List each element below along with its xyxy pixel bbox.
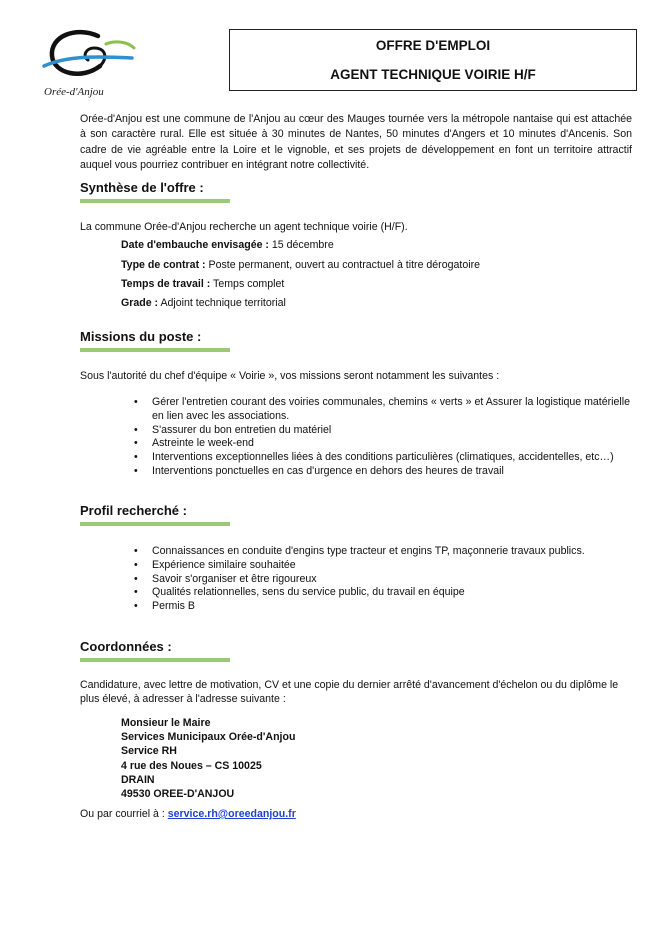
section-underline bbox=[80, 658, 230, 662]
logo-text: Orée-d'Anjou bbox=[44, 86, 104, 98]
offer-title: OFFRE D'EMPLOI bbox=[375, 38, 491, 53]
address-line: Services Municipaux Orée-d'Anjou bbox=[121, 731, 296, 744]
kv-label: Grade : bbox=[121, 297, 159, 309]
list-item: • Interventions ponctuelles en cas d'urgence en dehors des heures de travail bbox=[0, 465, 630, 479]
kv-label: Temps de travail : bbox=[121, 278, 211, 290]
kv-temps bbox=[121, 278, 284, 290]
list-item: • Expérience similaire souhaitée bbox=[0, 559, 630, 573]
logo bbox=[36, 26, 136, 106]
section-underline bbox=[80, 199, 230, 203]
coordonnees-lead: Candidature, avec lettre de motivation, CV et une copie du dernier arrêté d'avancement d'échelon ou du diplôme le plus élevé, à adresser à l'adresse suivante : bbox=[80, 679, 619, 705]
missions-list bbox=[0, 396, 630, 479]
list-item: • Savoir s'organiser et être rigoureux bbox=[0, 573, 630, 587]
section-heading-missions: Missions du poste : bbox=[80, 329, 202, 344]
list-item: • Connaissances en conduite d'engins type tracteur et engins TP, maçonnerie travaux publics. bbox=[0, 545, 630, 559]
address-line: 49530 OREE-D'ANJOU bbox=[121, 788, 235, 801]
job-title: AGENT TECHNIQUE VOIRIE H/F bbox=[330, 67, 536, 82]
address-line: DRAIN bbox=[121, 773, 155, 786]
list-item: • Qualités relationnelles, sens du service public, du travail en équipe bbox=[0, 586, 630, 600]
address-line: 4 rue des Noues – CS 10025 bbox=[121, 759, 262, 772]
kv-value: Adjoint technique territorial bbox=[158, 297, 286, 309]
missions-lead: Sous l'autorité du chef d'équipe « Voirie », vos missions seront notamment les suivantes : bbox=[80, 370, 500, 382]
list-item: • S'assurer du bon entretien du matériel bbox=[0, 424, 630, 438]
kv-value: Poste permanent, ouvert au contractuel à titre dérogatoire bbox=[205, 259, 480, 271]
email-prefix: Ou par courriel à : bbox=[80, 808, 168, 820]
title-box bbox=[229, 29, 637, 91]
list-item: • Permis B bbox=[0, 600, 630, 614]
intro-paragraph: Orée-d'Anjou est une commune de l'Anjou au cœur des Mauges tournée vers la métropole nantaise qui est attachée à son caractère rural. Elle est située à 30 minutes de Nantes, 50 minutes d'Angers et 10 minutes d'Ancenis. Son cadre de vie agréable entre la Loire et le vignoble, et ses projets de développement en font un territoire attractif auquel vous pourriez contribuer en intégrant notre collectivité. bbox=[80, 113, 632, 172]
synthese-lead: La commune Orée-d'Anjou recherche un agent technique voirie (H/F). bbox=[80, 221, 408, 233]
kv-label: Type de contrat : bbox=[121, 259, 206, 271]
list-item: • Interventions exceptionnelles liées à des conditions particulières (climatiques, accidentelles, etc…) bbox=[0, 451, 630, 465]
kv-grade bbox=[121, 297, 286, 309]
list-item: • Astreinte le week-end bbox=[0, 437, 630, 451]
kv-date bbox=[121, 239, 334, 251]
section-heading-synthese: Synthèse de l'offre : bbox=[80, 180, 204, 195]
kv-value: Temps complet bbox=[210, 278, 285, 290]
email-line bbox=[80, 808, 296, 820]
swirl-logo-icon bbox=[36, 26, 136, 90]
kv-contrat bbox=[121, 259, 480, 271]
list-item: • Gérer l'entretien courant des voiries communales, chemins « verts » et Assurer la logistique matérielle en lien avec les associations. bbox=[0, 396, 630, 424]
profil-list bbox=[0, 545, 630, 614]
kv-value: 15 décembre bbox=[268, 239, 334, 251]
address-line: Monsieur le Maire bbox=[121, 717, 211, 729]
postal-address bbox=[121, 716, 295, 801]
section-heading-profil: Profil recherché : bbox=[80, 503, 187, 518]
email-link[interactable]: service.rh@oreedanjou.fr bbox=[167, 808, 296, 820]
section-underline bbox=[80, 522, 230, 526]
kv-label: Date d'embauche envisagée : bbox=[121, 239, 269, 251]
section-heading-coordonnees: Coordonnées : bbox=[80, 639, 172, 654]
section-underline bbox=[80, 348, 230, 352]
address-line: Service RH bbox=[121, 745, 177, 758]
